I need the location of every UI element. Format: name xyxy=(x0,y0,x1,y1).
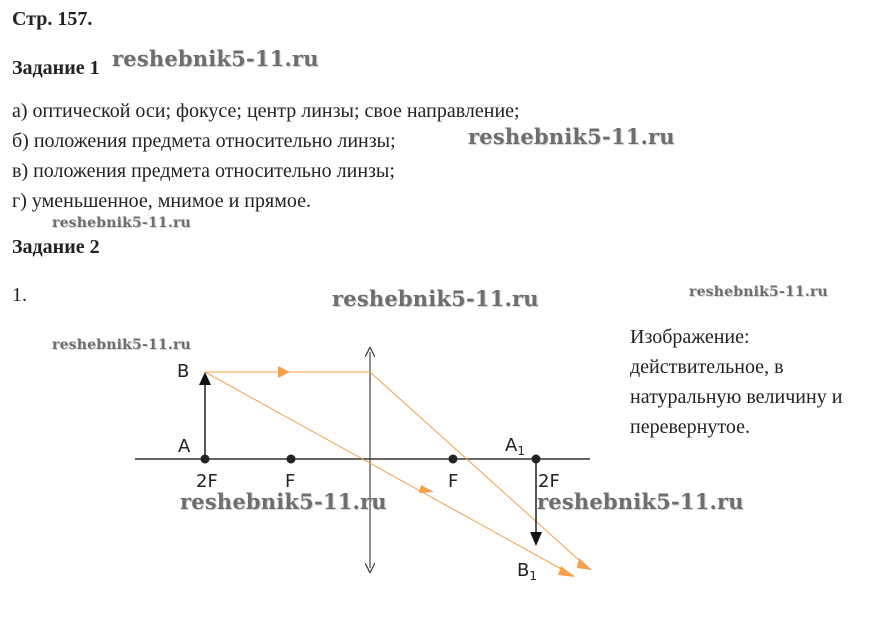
point-f-right xyxy=(449,455,458,464)
label-a: A xyxy=(178,436,191,457)
label-a1-main: A xyxy=(505,435,518,456)
label-a1-subscript: 1 xyxy=(517,444,525,458)
point-2f-right xyxy=(532,455,541,464)
ray-through-center xyxy=(205,372,574,576)
task1-answer-c: в) положения предмета относительно линзы; xyxy=(12,160,395,182)
label-b: B xyxy=(177,361,190,382)
label-b1-main: B xyxy=(517,560,530,581)
description-line: действительное, в xyxy=(630,356,784,378)
ray-arrow-icon xyxy=(278,366,290,378)
watermark: reshebnik5-11.ru xyxy=(52,215,191,231)
description-line: Изображение: xyxy=(630,326,750,348)
watermark: reshebnik5-11.ru xyxy=(468,124,675,149)
task1-answer-a: а) оптической оси; фокусе; центр линзы; свое направление; xyxy=(12,100,520,122)
image-arrowhead-icon xyxy=(530,532,542,546)
label-b1 xyxy=(517,560,537,583)
watermark: reshebnik5-11.ru xyxy=(537,489,744,514)
label-a1 xyxy=(505,435,525,458)
watermark: reshebnik5-11.ru xyxy=(112,46,319,71)
description-line: перевернутое. xyxy=(630,416,750,438)
label-b1-subscript: 1 xyxy=(529,569,537,583)
point-2f-left xyxy=(201,455,210,464)
ray-arrow-icon xyxy=(558,566,575,577)
description-line: натуральную величину и xyxy=(630,386,843,408)
point-f-left xyxy=(287,455,296,464)
task1-answer-b: б) положения предмета относительно линзы; xyxy=(12,130,396,152)
watermark: reshebnik5-11.ru xyxy=(689,284,828,300)
watermark: reshebnik5-11.ru xyxy=(180,489,387,514)
label-2f-left: 2F xyxy=(196,471,218,492)
task2-item-number: 1. xyxy=(12,284,27,306)
label-f-left: F xyxy=(285,471,296,492)
task1-answer-d: г) уменьшенное, мнимое и прямое. xyxy=(12,190,311,212)
task2-heading: Задание 2 xyxy=(12,236,100,258)
ray-arrow-icon xyxy=(419,485,434,493)
watermark: reshebnik5-11.ru xyxy=(52,337,191,353)
ray-arrow-icon xyxy=(577,558,592,570)
label-2f-right: 2F xyxy=(538,471,560,492)
watermark: reshebnik5-11.ru xyxy=(332,286,539,311)
label-f-right: F xyxy=(448,471,459,492)
task1-heading: Задание 1 xyxy=(12,57,100,79)
page-title: Стр. 157. xyxy=(12,8,93,30)
